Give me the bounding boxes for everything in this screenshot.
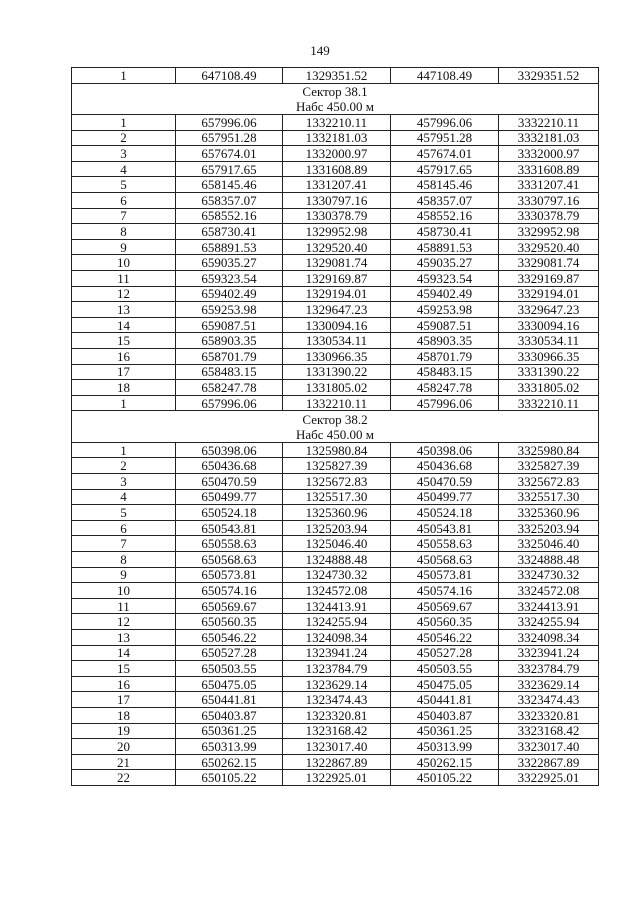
y-msk-cell: 3324255.94 xyxy=(499,614,599,630)
y-coordinate-cell: 1324413.91 xyxy=(283,598,391,614)
y-msk-cell: 3329194.01 xyxy=(499,286,599,302)
table-row xyxy=(72,458,599,474)
point-number-cell: 12 xyxy=(72,286,176,302)
x-coordinate-cell: 650313.99 xyxy=(176,739,283,755)
y-coordinate-cell: 1332210.11 xyxy=(283,395,391,411)
point-number-cell: 6 xyxy=(72,193,176,209)
y-coordinate-cell: 1323941.24 xyxy=(283,645,391,661)
y-coordinate-cell: 1329520.40 xyxy=(283,239,391,255)
point-number-cell: 11 xyxy=(72,598,176,614)
x-msk-cell: 457996.06 xyxy=(391,115,499,131)
point-number-cell: 14 xyxy=(72,317,176,333)
table-row xyxy=(72,536,599,552)
table-row xyxy=(72,489,599,505)
point-number-cell: 10 xyxy=(72,255,176,271)
y-coordinate-cell: 1332181.03 xyxy=(283,130,391,146)
x-coordinate-cell: 650574.16 xyxy=(176,583,283,599)
x-coordinate-cell: 650543.81 xyxy=(176,520,283,536)
sector-title: Сектор 38.1 xyxy=(302,83,368,99)
point-number-cell: 9 xyxy=(72,239,176,255)
y-coordinate-cell: 1323474.43 xyxy=(283,692,391,708)
point-number-cell: 8 xyxy=(72,552,176,568)
point-number-cell: 4 xyxy=(72,161,176,177)
y-msk-cell: 3330797.16 xyxy=(499,193,599,209)
table-row xyxy=(72,177,599,193)
table-row xyxy=(72,661,599,677)
table-row xyxy=(72,380,599,396)
point-number-cell: 4 xyxy=(72,489,176,505)
x-coordinate-cell: 650503.55 xyxy=(176,661,283,677)
table-row xyxy=(72,333,599,349)
y-msk-cell: 3323168.42 xyxy=(499,723,599,739)
point-number-cell: 1 xyxy=(72,395,176,411)
y-msk-cell: 3329952.98 xyxy=(499,224,599,240)
point-number-cell: 21 xyxy=(72,754,176,770)
y-msk-cell: 3323320.81 xyxy=(499,707,599,723)
x-msk-cell: 457996.06 xyxy=(391,395,499,411)
point-number-cell: 3 xyxy=(72,146,176,162)
table-row xyxy=(72,723,599,739)
point-number-cell: 12 xyxy=(72,614,176,630)
sector-elevation: Набс 450.00 м xyxy=(295,98,375,114)
y-msk-cell: 3323941.24 xyxy=(499,645,599,661)
point-number-cell: 16 xyxy=(72,349,176,365)
point-number-cell: 15 xyxy=(72,333,176,349)
sector-header-row xyxy=(72,83,599,115)
y-coordinate-cell: 1325203.94 xyxy=(283,520,391,536)
x-coordinate-cell: 650361.25 xyxy=(176,723,283,739)
x-coordinate-cell: 658730.41 xyxy=(176,224,283,240)
table-row xyxy=(72,208,599,224)
x-msk-cell: 458357.07 xyxy=(391,193,499,209)
sector-title: Сектор 38.2 xyxy=(302,411,368,427)
y-msk-cell: 3330534.11 xyxy=(499,333,599,349)
y-msk-cell: 3325517.30 xyxy=(499,489,599,505)
x-msk-cell: 458145.46 xyxy=(391,177,499,193)
table-row xyxy=(72,442,599,458)
x-coordinate-cell: 657996.06 xyxy=(176,115,283,131)
y-coordinate-cell: 1330966.35 xyxy=(283,349,391,365)
x-msk-cell: 450262.15 xyxy=(391,754,499,770)
table-row xyxy=(72,707,599,723)
y-coordinate-cell: 1329647.23 xyxy=(283,302,391,318)
y-coordinate-cell: 1322867.89 xyxy=(283,754,391,770)
x-msk-cell: 450560.35 xyxy=(391,614,499,630)
table-row xyxy=(72,302,599,318)
x-coordinate-cell: 650558.63 xyxy=(176,536,283,552)
x-coordinate-cell: 650560.35 xyxy=(176,614,283,630)
y-coordinate-cell: 1331390.22 xyxy=(283,364,391,380)
x-coordinate-cell: 650569.67 xyxy=(176,598,283,614)
point-number-cell: 1 xyxy=(72,115,176,131)
x-coordinate-cell: 650499.77 xyxy=(176,489,283,505)
y-coordinate-cell: 1330534.11 xyxy=(283,333,391,349)
point-number-cell: 15 xyxy=(72,661,176,677)
point-number-cell: 5 xyxy=(72,505,176,521)
y-coordinate-cell: 1331608.89 xyxy=(283,161,391,177)
sector-header-cell xyxy=(72,83,599,115)
point-number-cell: 10 xyxy=(72,583,176,599)
y-coordinate-cell: 1329952.98 xyxy=(283,224,391,240)
x-coordinate-cell: 659087.51 xyxy=(176,317,283,333)
y-coordinate-cell: 1325980.84 xyxy=(283,442,391,458)
y-coordinate-cell: 1323629.14 xyxy=(283,676,391,692)
y-msk-cell: 3325827.39 xyxy=(499,458,599,474)
table-row xyxy=(72,286,599,302)
y-msk-cell: 3330378.79 xyxy=(499,208,599,224)
point-number-cell: 7 xyxy=(72,536,176,552)
y-msk-cell: 3329081.74 xyxy=(499,255,599,271)
x-msk-cell: 450403.87 xyxy=(391,707,499,723)
y-msk-cell: 3330966.35 xyxy=(499,349,599,365)
x-coordinate-cell: 650105.22 xyxy=(176,770,283,786)
point-number-cell: 11 xyxy=(72,271,176,287)
y-msk-cell: 3322867.89 xyxy=(499,754,599,770)
x-msk-cell: 457674.01 xyxy=(391,146,499,162)
x-msk-cell: 450527.28 xyxy=(391,645,499,661)
point-number-cell: 17 xyxy=(72,364,176,380)
y-coordinate-cell: 1331805.02 xyxy=(283,380,391,396)
sector-elevation: Набс 450.00 м xyxy=(295,426,375,442)
y-coordinate-cell: 1324098.34 xyxy=(283,630,391,646)
x-msk-cell: 458701.79 xyxy=(391,349,499,365)
x-msk-cell: 459035.27 xyxy=(391,255,499,271)
x-msk-cell: 458552.16 xyxy=(391,208,499,224)
x-coordinate-cell: 647108.49 xyxy=(176,68,283,84)
x-coordinate-cell: 650262.15 xyxy=(176,754,283,770)
x-coordinate-cell: 650527.28 xyxy=(176,645,283,661)
x-msk-cell: 450574.16 xyxy=(391,583,499,599)
x-coordinate-cell: 650470.59 xyxy=(176,474,283,490)
y-msk-cell: 3332181.03 xyxy=(499,130,599,146)
y-msk-cell: 3325046.40 xyxy=(499,536,599,552)
point-number-cell: 9 xyxy=(72,567,176,583)
y-coordinate-cell: 1324888.48 xyxy=(283,552,391,568)
coordinates-table-body xyxy=(72,68,599,786)
point-number-cell: 7 xyxy=(72,208,176,224)
y-msk-cell: 3331805.02 xyxy=(499,380,599,396)
x-msk-cell: 450499.77 xyxy=(391,489,499,505)
point-number-cell: 2 xyxy=(72,458,176,474)
x-msk-cell: 447108.49 xyxy=(391,68,499,84)
y-coordinate-cell: 1325046.40 xyxy=(283,536,391,552)
y-msk-cell: 3331390.22 xyxy=(499,364,599,380)
table-row xyxy=(72,395,599,411)
table-row xyxy=(72,739,599,755)
table-row xyxy=(72,552,599,568)
table-row xyxy=(72,317,599,333)
x-coordinate-cell: 657674.01 xyxy=(176,146,283,162)
y-msk-cell: 3332210.11 xyxy=(499,115,599,131)
table-row xyxy=(72,520,599,536)
y-coordinate-cell: 1330094.16 xyxy=(283,317,391,333)
y-coordinate-cell: 1329351.52 xyxy=(283,68,391,84)
y-coordinate-cell: 1330797.16 xyxy=(283,193,391,209)
y-msk-cell: 3323017.40 xyxy=(499,739,599,755)
coordinates-table xyxy=(71,67,599,786)
y-msk-cell: 3323629.14 xyxy=(499,676,599,692)
x-msk-cell: 450573.81 xyxy=(391,567,499,583)
x-msk-cell: 459323.54 xyxy=(391,271,499,287)
y-coordinate-cell: 1322925.01 xyxy=(283,770,391,786)
x-coordinate-cell: 657996.06 xyxy=(176,395,283,411)
point-number-cell: 20 xyxy=(72,739,176,755)
point-number-cell: 13 xyxy=(72,630,176,646)
x-coordinate-cell: 658701.79 xyxy=(176,349,283,365)
table-row xyxy=(72,255,599,271)
x-msk-cell: 450546.22 xyxy=(391,630,499,646)
x-coordinate-cell: 658145.46 xyxy=(176,177,283,193)
y-msk-cell: 3322925.01 xyxy=(499,770,599,786)
x-msk-cell: 458903.35 xyxy=(391,333,499,349)
x-coordinate-cell: 657917.65 xyxy=(176,161,283,177)
x-coordinate-cell: 650524.18 xyxy=(176,505,283,521)
x-msk-cell: 450313.99 xyxy=(391,739,499,755)
table-row xyxy=(72,146,599,162)
y-coordinate-cell: 1332210.11 xyxy=(283,115,391,131)
y-msk-cell: 3329647.23 xyxy=(499,302,599,318)
x-coordinate-cell: 650403.87 xyxy=(176,707,283,723)
sector-header-row xyxy=(72,411,599,443)
x-coordinate-cell: 650398.06 xyxy=(176,442,283,458)
y-coordinate-cell: 1325672.83 xyxy=(283,474,391,490)
table-row xyxy=(72,754,599,770)
x-coordinate-cell: 659323.54 xyxy=(176,271,283,287)
y-coordinate-cell: 1324255.94 xyxy=(283,614,391,630)
point-number-cell: 13 xyxy=(72,302,176,318)
x-msk-cell: 459087.51 xyxy=(391,317,499,333)
x-coordinate-cell: 650546.22 xyxy=(176,630,283,646)
table-row xyxy=(72,692,599,708)
y-msk-cell: 3329169.87 xyxy=(499,271,599,287)
x-msk-cell: 459253.98 xyxy=(391,302,499,318)
y-msk-cell: 3329520.40 xyxy=(499,239,599,255)
point-number-cell: 2 xyxy=(72,130,176,146)
x-coordinate-cell: 650441.81 xyxy=(176,692,283,708)
table-row xyxy=(72,130,599,146)
x-msk-cell: 457951.28 xyxy=(391,130,499,146)
y-msk-cell: 3324572.08 xyxy=(499,583,599,599)
y-coordinate-cell: 1325360.96 xyxy=(283,505,391,521)
table-row xyxy=(72,676,599,692)
table-row xyxy=(72,583,599,599)
y-coordinate-cell: 1329169.87 xyxy=(283,271,391,287)
y-coordinate-cell: 1325827.39 xyxy=(283,458,391,474)
table-row xyxy=(72,505,599,521)
x-coordinate-cell: 650475.05 xyxy=(176,676,283,692)
x-coordinate-cell: 659035.27 xyxy=(176,255,283,271)
table-row xyxy=(72,68,599,84)
y-coordinate-cell: 1325517.30 xyxy=(283,489,391,505)
table-row xyxy=(72,161,599,177)
x-msk-cell: 459402.49 xyxy=(391,286,499,302)
y-msk-cell: 3331207.41 xyxy=(499,177,599,193)
x-coordinate-cell: 658357.07 xyxy=(176,193,283,209)
y-msk-cell: 3324730.32 xyxy=(499,567,599,583)
x-coordinate-cell: 650568.63 xyxy=(176,552,283,568)
x-coordinate-cell: 650573.81 xyxy=(176,567,283,583)
x-msk-cell: 450568.63 xyxy=(391,552,499,568)
x-msk-cell: 458730.41 xyxy=(391,224,499,240)
x-coordinate-cell: 657951.28 xyxy=(176,130,283,146)
x-msk-cell: 450398.06 xyxy=(391,442,499,458)
y-msk-cell: 3325672.83 xyxy=(499,474,599,490)
y-coordinate-cell: 1329194.01 xyxy=(283,286,391,302)
x-msk-cell: 450558.63 xyxy=(391,536,499,552)
page-number: 149 xyxy=(310,43,330,58)
x-coordinate-cell: 658903.35 xyxy=(176,333,283,349)
y-msk-cell: 3329351.52 xyxy=(499,68,599,84)
x-msk-cell: 450569.67 xyxy=(391,598,499,614)
x-msk-cell: 450543.81 xyxy=(391,520,499,536)
table-row xyxy=(72,598,599,614)
x-coordinate-cell: 650436.68 xyxy=(176,458,283,474)
x-msk-cell: 458247.78 xyxy=(391,380,499,396)
table-row xyxy=(72,193,599,209)
y-msk-cell: 3325980.84 xyxy=(499,442,599,458)
point-number-cell: 18 xyxy=(72,707,176,723)
y-msk-cell: 3332210.11 xyxy=(499,395,599,411)
table-row xyxy=(72,349,599,365)
x-msk-cell: 457917.65 xyxy=(391,161,499,177)
x-msk-cell: 458891.53 xyxy=(391,239,499,255)
y-msk-cell: 3332000.97 xyxy=(499,146,599,162)
y-coordinate-cell: 1323168.42 xyxy=(283,723,391,739)
table-row xyxy=(72,364,599,380)
x-msk-cell: 450470.59 xyxy=(391,474,499,490)
y-msk-cell: 3325203.94 xyxy=(499,520,599,536)
table-row xyxy=(72,614,599,630)
y-coordinate-cell: 1331207.41 xyxy=(283,177,391,193)
y-coordinate-cell: 1324730.32 xyxy=(283,567,391,583)
point-number-cell: 19 xyxy=(72,723,176,739)
y-msk-cell: 3323474.43 xyxy=(499,692,599,708)
point-number-cell: 6 xyxy=(72,520,176,536)
point-number-cell: 16 xyxy=(72,676,176,692)
point-number-cell: 18 xyxy=(72,380,176,396)
table-row xyxy=(72,271,599,287)
x-msk-cell: 450503.55 xyxy=(391,661,499,677)
table-row xyxy=(72,770,599,786)
y-coordinate-cell: 1329081.74 xyxy=(283,255,391,271)
x-msk-cell: 450475.05 xyxy=(391,676,499,692)
point-number-cell: 8 xyxy=(72,224,176,240)
x-msk-cell: 450361.25 xyxy=(391,723,499,739)
y-coordinate-cell: 1330378.79 xyxy=(283,208,391,224)
point-number-cell: 1 xyxy=(72,442,176,458)
x-coordinate-cell: 658552.16 xyxy=(176,208,283,224)
point-number-cell: 3 xyxy=(72,474,176,490)
point-number-cell: 17 xyxy=(72,692,176,708)
x-coordinate-cell: 659253.98 xyxy=(176,302,283,318)
x-coordinate-cell: 658483.15 xyxy=(176,364,283,380)
table-row xyxy=(72,239,599,255)
x-coordinate-cell: 658891.53 xyxy=(176,239,283,255)
y-coordinate-cell: 1323784.79 xyxy=(283,661,391,677)
sector-header-cell xyxy=(72,411,599,443)
x-msk-cell: 450524.18 xyxy=(391,505,499,521)
table-row xyxy=(72,115,599,131)
y-msk-cell: 3324888.48 xyxy=(499,552,599,568)
y-msk-cell: 3324098.34 xyxy=(499,630,599,646)
table-row xyxy=(72,224,599,240)
y-coordinate-cell: 1324572.08 xyxy=(283,583,391,599)
x-msk-cell: 450441.81 xyxy=(391,692,499,708)
point-number-cell: 5 xyxy=(72,177,176,193)
table-row xyxy=(72,567,599,583)
y-msk-cell: 3331608.89 xyxy=(499,161,599,177)
y-msk-cell: 3323784.79 xyxy=(499,661,599,677)
point-number-cell: 14 xyxy=(72,645,176,661)
y-coordinate-cell: 1332000.97 xyxy=(283,146,391,162)
y-msk-cell: 3330094.16 xyxy=(499,317,599,333)
table-row xyxy=(72,630,599,646)
x-coordinate-cell: 658247.78 xyxy=(176,380,283,396)
y-msk-cell: 3324413.91 xyxy=(499,598,599,614)
x-msk-cell: 450436.68 xyxy=(391,458,499,474)
y-msk-cell: 3325360.96 xyxy=(499,505,599,521)
point-number-cell: 22 xyxy=(72,770,176,786)
y-coordinate-cell: 1323320.81 xyxy=(283,707,391,723)
y-coordinate-cell: 1323017.40 xyxy=(283,739,391,755)
point-number-cell: 1 xyxy=(72,68,176,84)
table-row xyxy=(72,645,599,661)
x-msk-cell: 458483.15 xyxy=(391,364,499,380)
x-coordinate-cell: 659402.49 xyxy=(176,286,283,302)
x-msk-cell: 450105.22 xyxy=(391,770,499,786)
table-row xyxy=(72,474,599,490)
